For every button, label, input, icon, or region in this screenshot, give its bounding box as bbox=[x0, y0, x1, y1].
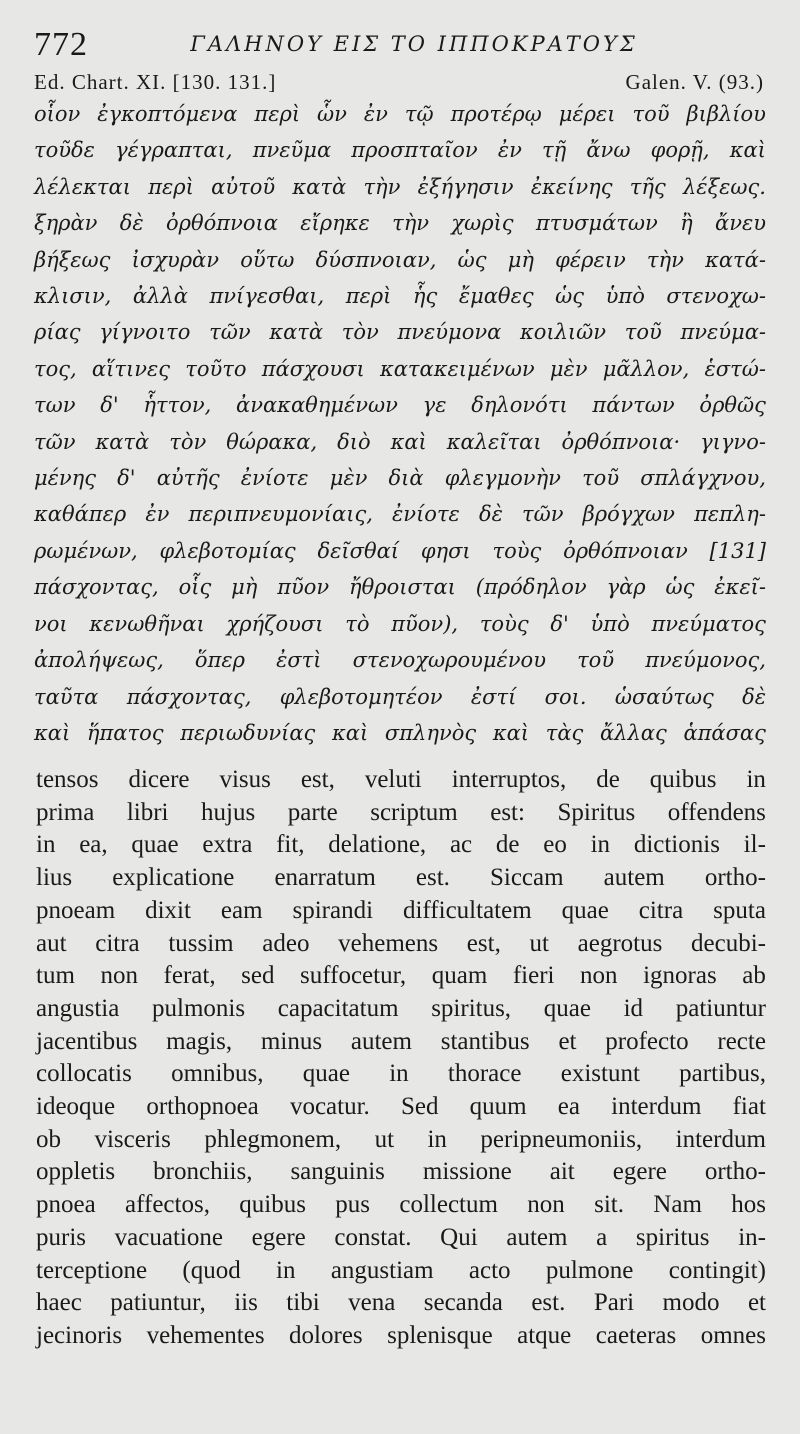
greek-text-line: καθάπερ ἐν περιπνευμονίαις, ἐνίοτε δὲ τῶν βρόγχων πεπλη- bbox=[34, 502, 766, 527]
greek-text-line: βήξεως ἰσχυρὰν οὕτω δύσπνοιαν, ὡς μὴ φέρειν τὴν κατά- bbox=[34, 247, 766, 272]
greek-text-line: μένης δ' αὐτῆς ἐνίοτε μὲν διὰ φλεγμονὴν τοῦ σπλάγχνου, bbox=[34, 466, 766, 491]
greek-text-line: των δ' ἧττον, ἀνακαθημένων γε δηλονότι πάντων ὀρθῶς bbox=[34, 393, 766, 418]
page-number: 772 bbox=[34, 26, 88, 63]
greek-text-line: οἷον ἐγκοπτόμενα περὶ ὧν ἐν τῷ προτέρῳ μέρει τοῦ βιβλίου bbox=[34, 102, 766, 126]
greek-text-line: ρωμένων, φλεβοτομίας δεῖσθαί φησι τοὺς ὀρθόπνοιαν [131] bbox=[34, 538, 766, 563]
greek-text-line: πάσχοντας, οἷς μὴ πῦον ἤθροισται (πρόδηλον γὰρ ὡς ἐκεῖ- bbox=[34, 575, 766, 600]
greek-text-line: λέλεκται περὶ αὐτοῦ κατὰ τὴν ἐξήγησιν ἐκείνης τῆς λέξεως. bbox=[34, 174, 766, 199]
latin-text-line: prima libri hujus parte scriptum est: Spiritus offendens bbox=[36, 798, 766, 826]
galen-volume-reference: Galen. V. (93.) bbox=[625, 70, 764, 94]
latin-text-block bbox=[36, 764, 766, 1353]
greek-text-line: ξηρὰν δὲ ὀρθόπνοια εἴρηκε τὴν χωρὶς πτυσμάτων ἢ ἄνευ bbox=[34, 211, 766, 236]
greek-text-line: τοῦδε γέγραπται, πνεῦμα προσπταῖον ἐν τῇ ἄνω φορῇ, καὶ bbox=[34, 138, 766, 163]
greek-text-line: νοι κενωθῆναι χρήζουσι τὸ πῦον), τοὺς δ' ὑπὸ πνεύματος bbox=[34, 611, 766, 636]
greek-text-block bbox=[34, 96, 766, 751]
greek-text-line: κλισιν, ἀλλὰ πνίγεσθαι, περὶ ἧς ἔμαθες ὡς ὑπὸ στενοχω- bbox=[34, 284, 766, 309]
latin-text-line: pnoeam dixit eam spirandi difficultatem quae citra sputa bbox=[36, 896, 766, 924]
running-title: ΓΑΛΗΝΟΥ ΕΙΣ ΤΟ ΙΠΠΟΚΡΑΤΟΥΣ bbox=[190, 32, 638, 56]
latin-text-line: pnoea affectos, quibus pus collectum non sit. Nam hos bbox=[36, 1191, 766, 1219]
latin-text-line: lius explicatione enarratum est. Siccam autem ortho- bbox=[36, 864, 766, 892]
latin-text-line: jecinoris vehementes dolores splenisque atque caeteras omnes bbox=[36, 1321, 766, 1349]
greek-text-line: ρίας γίγνοιτο τῶν κατὰ τὸν πνεύμονα κοιλιῶν τοῦ πνεύμα- bbox=[34, 320, 766, 345]
greek-text-line: τος, αἵτινες τοῦτο πάσχουσι κατακειμένων μὲν μᾶλλον, ἑστώ- bbox=[34, 356, 766, 381]
greek-text-line: ταῦτα πάσχοντας, φλεβοτομητέον ἐστί σοι. ὡσαύτως δὲ bbox=[34, 684, 766, 709]
latin-text-line: ideoque orthopnoea vocatur. Sed quum ea interdum fiat bbox=[36, 1093, 766, 1121]
latin-text-line: in ea, quae extra fit, delatione, ac de eo in dictionis il- bbox=[36, 831, 766, 859]
latin-text-line: haec patiuntur, iis tibi vena secanda est. Pari modo et bbox=[36, 1289, 766, 1317]
latin-text-line: collocatis omnibus, quae in thorace existunt partibus, bbox=[36, 1060, 766, 1088]
latin-text-line: jacentibus magis, minus autem stantibus et profecto recte bbox=[36, 1027, 766, 1055]
page-header bbox=[34, 26, 764, 66]
latin-text-line: angustia pulmonis capacitatum spiritus, quae id patiuntur bbox=[36, 994, 766, 1022]
latin-text-line: oppletis bronchiis, sanguinis missione ait egere ortho- bbox=[36, 1158, 766, 1186]
greek-text-line: τῶν κατὰ τὸν θώρακα, διὸ καὶ καλεῖται ὀρθόπνοια· γιγνο- bbox=[34, 429, 766, 454]
latin-text-line: tensos dicere visus est, veluti interruptos, de quibus in bbox=[36, 766, 766, 793]
greek-text-line: ἀπολήψεως, ὅπερ ἐστὶ στενοχωρουμένου τοῦ πνεύμονος, bbox=[34, 648, 766, 673]
latin-text-line: ob visceris phlegmonem, ut in peripneumoniis, interdum bbox=[36, 1125, 766, 1153]
latin-text-line: terceptione (quod in angustiam acto pulmone contingit) bbox=[36, 1256, 766, 1284]
latin-text-line: tum non ferat, sed suffocetur, quam fieri non ignoras ab bbox=[36, 962, 766, 990]
latin-text-line: puris vacuatione egere constat. Qui autem a spiritus in- bbox=[36, 1223, 766, 1251]
greek-text-line: καὶ ἥπατος περιωδυνίας καὶ σπληνὸς καὶ τὰς ἄλλας ἁπάσας bbox=[34, 720, 766, 745]
latin-text-line: aut citra tussim adeo vehemens est, ut aegrotus decubi- bbox=[36, 929, 766, 957]
edition-reference: Ed. Chart. XI. [130. 131.] bbox=[34, 70, 277, 94]
